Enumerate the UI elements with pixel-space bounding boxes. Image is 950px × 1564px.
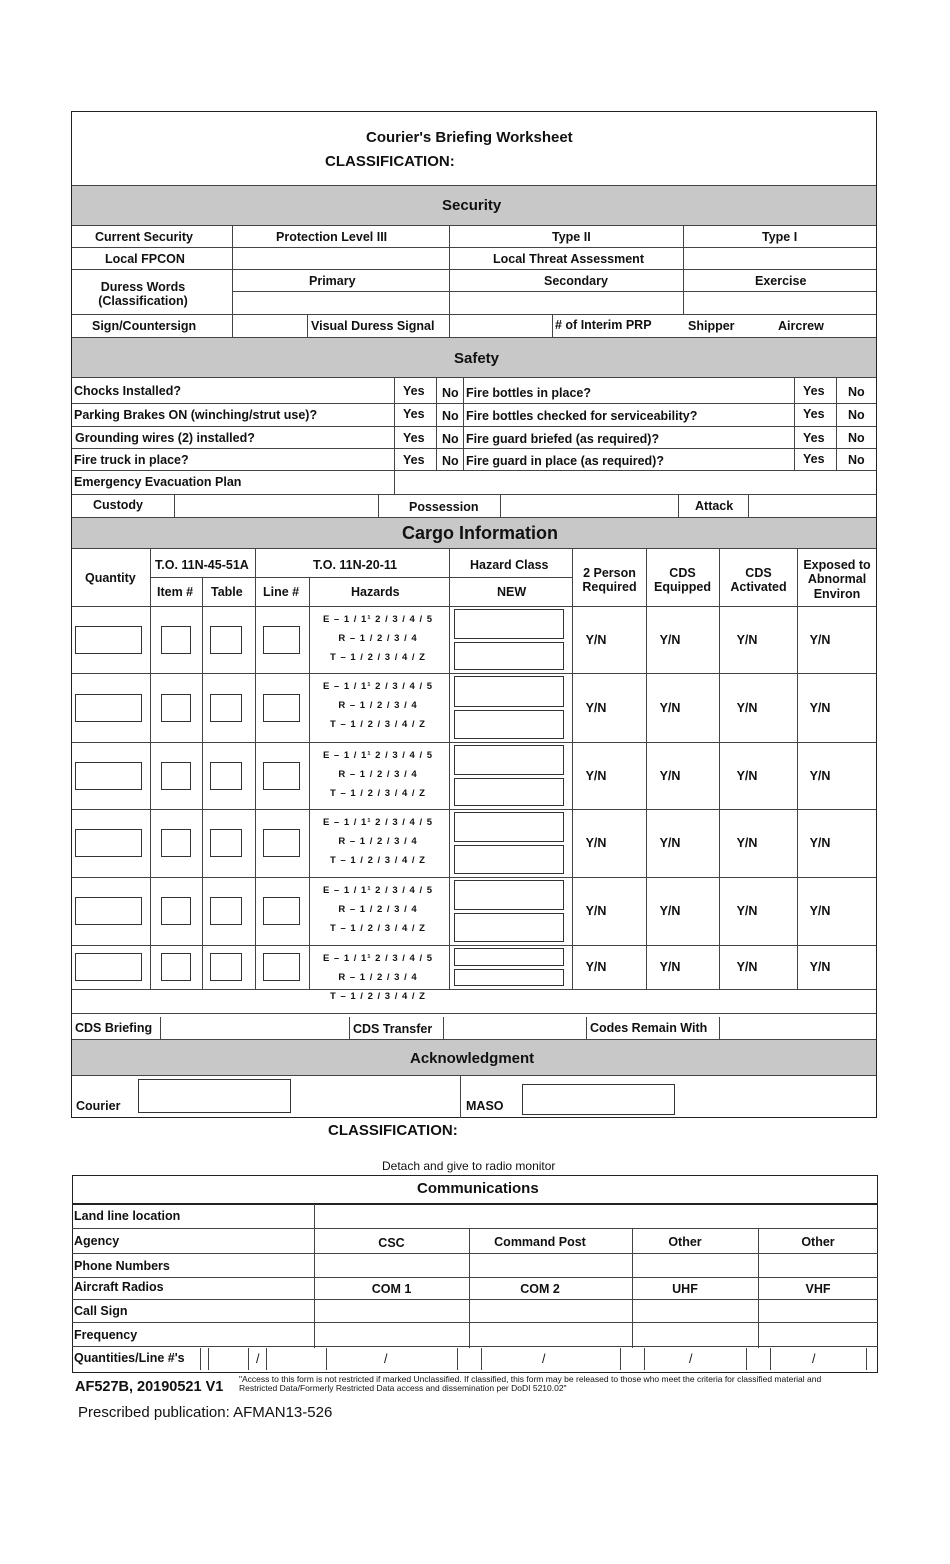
interim-prp-label: # of Interim PRP	[555, 318, 652, 332]
yes-option[interactable]: Yes	[403, 453, 425, 467]
yes-no-option[interactable]: Y/N	[809, 960, 831, 974]
yes-no-option[interactable]: Y/N	[736, 700, 758, 715]
type-ii[interactable]: Type II	[552, 230, 591, 244]
agency-other-1: Other	[668, 1235, 702, 1249]
yes-option[interactable]: Yes	[403, 384, 425, 398]
ack-heading: Acknowledgment	[410, 1050, 535, 1067]
table-header: Table	[211, 585, 243, 599]
hazard-class-new-field[interactable]	[454, 778, 564, 807]
line-number-field[interactable]	[263, 953, 300, 981]
quantity-field[interactable]	[75, 694, 142, 722]
yes-no-option[interactable]: Y/N	[659, 960, 681, 974]
hazard-r-options[interactable]: R – 1 / 2 / 3 / 4	[338, 904, 418, 915]
yes-no-option[interactable]: Y/N	[585, 836, 607, 850]
shipper-label: Shipper	[688, 319, 735, 333]
yes-option[interactable]: Yes	[803, 407, 825, 421]
item-number-field[interactable]	[161, 953, 191, 981]
yes-no-option[interactable]: Y/N	[736, 768, 758, 783]
safety-right-1: Fire bottles in place?	[466, 386, 592, 400]
hazard-r-options[interactable]: R – 1 / 2 / 3 / 4	[338, 972, 418, 983]
hazard-class-new-field[interactable]	[454, 812, 564, 842]
item-number-field[interactable]	[161, 694, 191, 722]
duress-exercise: Exercise	[755, 274, 807, 288]
prescribed-publication: Prescribed publication: AFMAN13-526	[78, 1404, 333, 1421]
quantity-line-slash: /	[812, 1352, 816, 1366]
comms-row-land-line: Land line location	[74, 1209, 181, 1223]
form-title: Courier's Briefing Worksheet	[366, 129, 573, 146]
yes-no-option[interactable]: Y/N	[809, 836, 831, 850]
hazard-t-options[interactable]: T – 1 / 2 / 3 / 4 / Z	[330, 923, 426, 934]
comms-row-radios: Aircraft Radios	[74, 1280, 164, 1294]
yes-option[interactable]: Yes	[803, 452, 825, 466]
radio-com2: COM 2	[520, 1282, 560, 1296]
comms-row-call-sign: Call Sign	[74, 1304, 128, 1318]
hazard-class-new-field[interactable]	[454, 609, 564, 639]
hazard-t-options[interactable]: T – 1 / 2 / 3 / 4 / Z	[330, 719, 426, 730]
no-option[interactable]: No	[848, 385, 865, 399]
no-option[interactable]: No	[442, 432, 459, 446]
radio-com1: COM 1	[371, 1282, 412, 1296]
table-field[interactable]	[210, 953, 242, 981]
yes-no-option[interactable]: Y/N	[809, 768, 831, 783]
aircrew-label: Aircrew	[778, 319, 824, 333]
safety-heading: Safety	[454, 350, 500, 367]
current-security-label: Current Security	[95, 230, 193, 244]
item-header: Item #	[157, 585, 194, 599]
yes-no-option[interactable]: Y/N	[809, 700, 831, 715]
item-number-field[interactable]	[161, 762, 191, 790]
yes-no-option[interactable]: Y/N	[736, 904, 758, 918]
hazard-e-options[interactable]: E – 1 / 1¹ 2 / 3 / 4 / 5	[322, 750, 434, 761]
yes-no-option[interactable]: Y/N	[736, 632, 758, 647]
yes-option[interactable]: Yes	[403, 407, 425, 421]
cds-equipped-header: CDS Equipped	[654, 566, 711, 595]
yes-no-option[interactable]: Y/N	[585, 904, 607, 918]
form-id: AF527B, 20190521 V1	[75, 1379, 224, 1395]
hazard-class-new-field[interactable]	[454, 676, 564, 707]
comms-row-agency: Agency	[74, 1234, 120, 1248]
hazard-r-options[interactable]: R – 1 / 2 / 3 / 4	[338, 633, 418, 644]
radio-uhf: UHF	[672, 1282, 698, 1296]
hazard-class-new-field[interactable]	[454, 948, 564, 966]
hazard-r-options[interactable]: R – 1 / 2 / 3 / 4	[338, 836, 418, 847]
hazard-t-options[interactable]: T – 1 / 2 / 3 / 4 / Z	[330, 652, 426, 663]
cds-briefing-label: CDS Briefing	[75, 1021, 153, 1035]
duress-words-label: Duress Words (Classification)	[98, 280, 188, 309]
item-number-field[interactable]	[161, 897, 191, 925]
classification-bottom: CLASSIFICATION:	[328, 1122, 458, 1139]
quantity-field[interactable]	[75, 953, 142, 981]
yes-no-option[interactable]: Y/N	[659, 632, 681, 647]
type-i[interactable]: Type I	[762, 230, 798, 244]
quantity-header: Quantity	[85, 571, 136, 585]
no-option[interactable]: No	[848, 453, 865, 467]
yes-option[interactable]: Yes	[403, 431, 425, 445]
hazard-class-new-field[interactable]	[454, 642, 564, 671]
safety-right-3: Fire guard briefed (as required)?	[466, 432, 660, 446]
hazard-e-options[interactable]: E – 1 / 1¹ 2 / 3 / 4 / 5	[322, 614, 434, 625]
hazard-class-new-field[interactable]	[454, 745, 564, 775]
line-number-field[interactable]	[263, 897, 300, 925]
cds-transfer-label: CDS Transfer	[353, 1022, 433, 1036]
sign-countersign-label: Sign/Countersign	[92, 319, 197, 333]
yes-no-option[interactable]: Y/N	[659, 904, 681, 918]
attack-label: Attack	[695, 499, 734, 513]
visual-duress-label: Visual Duress Signal	[311, 319, 435, 333]
hazard-t-options[interactable]: T – 1 / 2 / 3 / 4 / Z	[330, 991, 426, 1002]
release-notice: "Access to this form is not restricted if marked Unclassified. If classified, this form may be released to those who meet the criteria for classified material and Restricted Data/Formerly Restricted Data access and dissemination per DoDI 5210.02"	[239, 1374, 822, 1393]
to-11n-45-51a-header: T.O. 11N-45-51A	[155, 558, 249, 572]
safety-left-4: Fire truck in place?	[74, 453, 189, 467]
hazard-class-new-field[interactable]	[454, 913, 564, 942]
line-number-field[interactable]	[263, 829, 300, 857]
hazard-e-options[interactable]: E – 1 / 1¹ 2 / 3 / 4 / 5	[322, 817, 434, 828]
detach-note: Detach and give to radio monitor	[382, 1159, 556, 1173]
table-field[interactable]	[210, 626, 242, 654]
agency-csc: CSC	[378, 1236, 405, 1250]
hazard-r-options[interactable]: R – 1 / 2 / 3 / 4	[338, 769, 418, 780]
evac-plan-label: Emergency Evacuation Plan	[74, 475, 242, 489]
safety-right-2: Fire bottles checked for serviceability?	[466, 409, 698, 423]
quantity-field[interactable]	[75, 762, 142, 790]
hazard-e-options[interactable]: E – 1 / 1¹ 2 / 3 / 4 / 5	[322, 953, 434, 964]
item-number-field[interactable]	[161, 829, 191, 857]
codes-remain-label: Codes Remain With	[590, 1021, 708, 1035]
quantity-field[interactable]	[75, 897, 142, 925]
safety-left-1: Chocks Installed?	[74, 384, 181, 398]
line-header: Line #	[263, 585, 300, 599]
comms-row-phone: Phone Numbers	[74, 1259, 170, 1273]
local-fpcon-label: Local FPCON	[105, 252, 185, 266]
quantity-line-slash: /	[384, 1352, 388, 1366]
quantity-field[interactable]	[75, 829, 142, 857]
safety-left-2: Parking Brakes ON (winching/strut use)?	[74, 408, 318, 422]
comms-row-quantities: Quantities/Line #'s	[74, 1351, 185, 1365]
safety-right-4: Fire guard in place (as required)?	[466, 454, 664, 468]
possession-label: Possession	[409, 500, 479, 514]
custody-label: Custody	[93, 498, 143, 512]
security-heading: Security	[442, 197, 502, 214]
hazard-e-options[interactable]: E – 1 / 1¹ 2 / 3 / 4 / 5	[322, 885, 434, 896]
table-field[interactable]	[210, 829, 242, 857]
table-field[interactable]	[210, 897, 242, 925]
quantity-field[interactable]	[75, 626, 142, 654]
no-option[interactable]: No	[442, 409, 459, 423]
yes-no-option[interactable]: Y/N	[585, 768, 607, 783]
protection-level-iii[interactable]: Protection Level III	[276, 230, 388, 244]
yes-option[interactable]: Yes	[803, 384, 825, 398]
maso-signature-field[interactable]	[522, 1084, 675, 1115]
hazard-e-options[interactable]: E – 1 / 1¹ 2 / 3 / 4 / 5	[322, 681, 434, 692]
local-threat-label: Local Threat Assessment	[493, 252, 644, 266]
comms-row-frequency: Frequency	[74, 1328, 138, 1342]
radio-vhf: VHF	[805, 1282, 831, 1296]
duress-primary: Primary	[309, 274, 356, 288]
quantity-line-slash: /	[542, 1352, 546, 1366]
cargo-heading: Cargo Information	[402, 523, 558, 543]
line-number-field[interactable]	[263, 694, 300, 722]
quantity-line-slash: /	[256, 1352, 260, 1366]
classification-top: CLASSIFICATION:	[325, 153, 455, 170]
hazard-class-header: Hazard Class	[470, 558, 549, 572]
no-option[interactable]: No	[442, 386, 459, 400]
courier-label: Courier	[76, 1099, 121, 1113]
quantity-line-slash: /	[689, 1352, 693, 1366]
new-header: NEW	[497, 585, 527, 599]
hazard-r-options[interactable]: R – 1 / 2 / 3 / 4	[338, 700, 418, 711]
agency-command-post: Command Post	[494, 1235, 586, 1249]
two-person-header: 2 Person Required	[582, 566, 637, 595]
hazard-t-options[interactable]: T – 1 / 2 / 3 / 4 / Z	[330, 855, 426, 866]
yes-no-option[interactable]: Y/N	[659, 700, 681, 715]
line-number-field[interactable]	[263, 626, 300, 654]
yes-no-option[interactable]: Y/N	[809, 904, 831, 918]
communications-heading: Communications	[417, 1180, 539, 1197]
line-number-field[interactable]	[263, 762, 300, 790]
agency-other-2: Other	[801, 1235, 835, 1249]
table-field[interactable]	[210, 762, 242, 790]
duress-secondary: Secondary	[544, 274, 608, 288]
hazard-class-new-field[interactable]	[454, 845, 564, 874]
yes-no-option[interactable]: Y/N	[659, 836, 681, 850]
yes-no-option[interactable]: Y/N	[585, 632, 607, 647]
courier-signature-field[interactable]	[138, 1079, 291, 1113]
yes-no-option[interactable]: Y/N	[736, 836, 758, 850]
safety-left-3: Grounding wires (2) installed?	[75, 431, 255, 445]
yes-no-option[interactable]: Y/N	[736, 960, 758, 974]
no-option[interactable]: No	[442, 454, 459, 468]
item-number-field[interactable]	[161, 626, 191, 654]
yes-no-option[interactable]: Y/N	[659, 768, 681, 783]
no-option[interactable]: No	[848, 431, 865, 445]
to-11n-20-11-header: T.O. 11N-20-11	[313, 558, 398, 572]
cds-activated-header: CDS Activated	[730, 566, 787, 595]
table-field[interactable]	[210, 694, 242, 722]
yes-option[interactable]: Yes	[803, 431, 825, 445]
yes-no-option[interactable]: Y/N	[585, 960, 607, 974]
no-option[interactable]: No	[848, 408, 865, 422]
hazards-header: Hazards	[351, 585, 400, 599]
hazard-class-new-field[interactable]	[454, 969, 564, 986]
hazard-class-new-field[interactable]	[454, 710, 564, 740]
hazard-t-options[interactable]: T – 1 / 2 / 3 / 4 / Z	[330, 788, 426, 799]
maso-label: MASO	[466, 1099, 504, 1113]
yes-no-option[interactable]: Y/N	[585, 700, 607, 715]
exposed-header: Exposed to Abnormal Environ	[803, 558, 871, 601]
hazard-class-new-field[interactable]	[454, 880, 564, 910]
yes-no-option[interactable]: Y/N	[809, 632, 831, 647]
